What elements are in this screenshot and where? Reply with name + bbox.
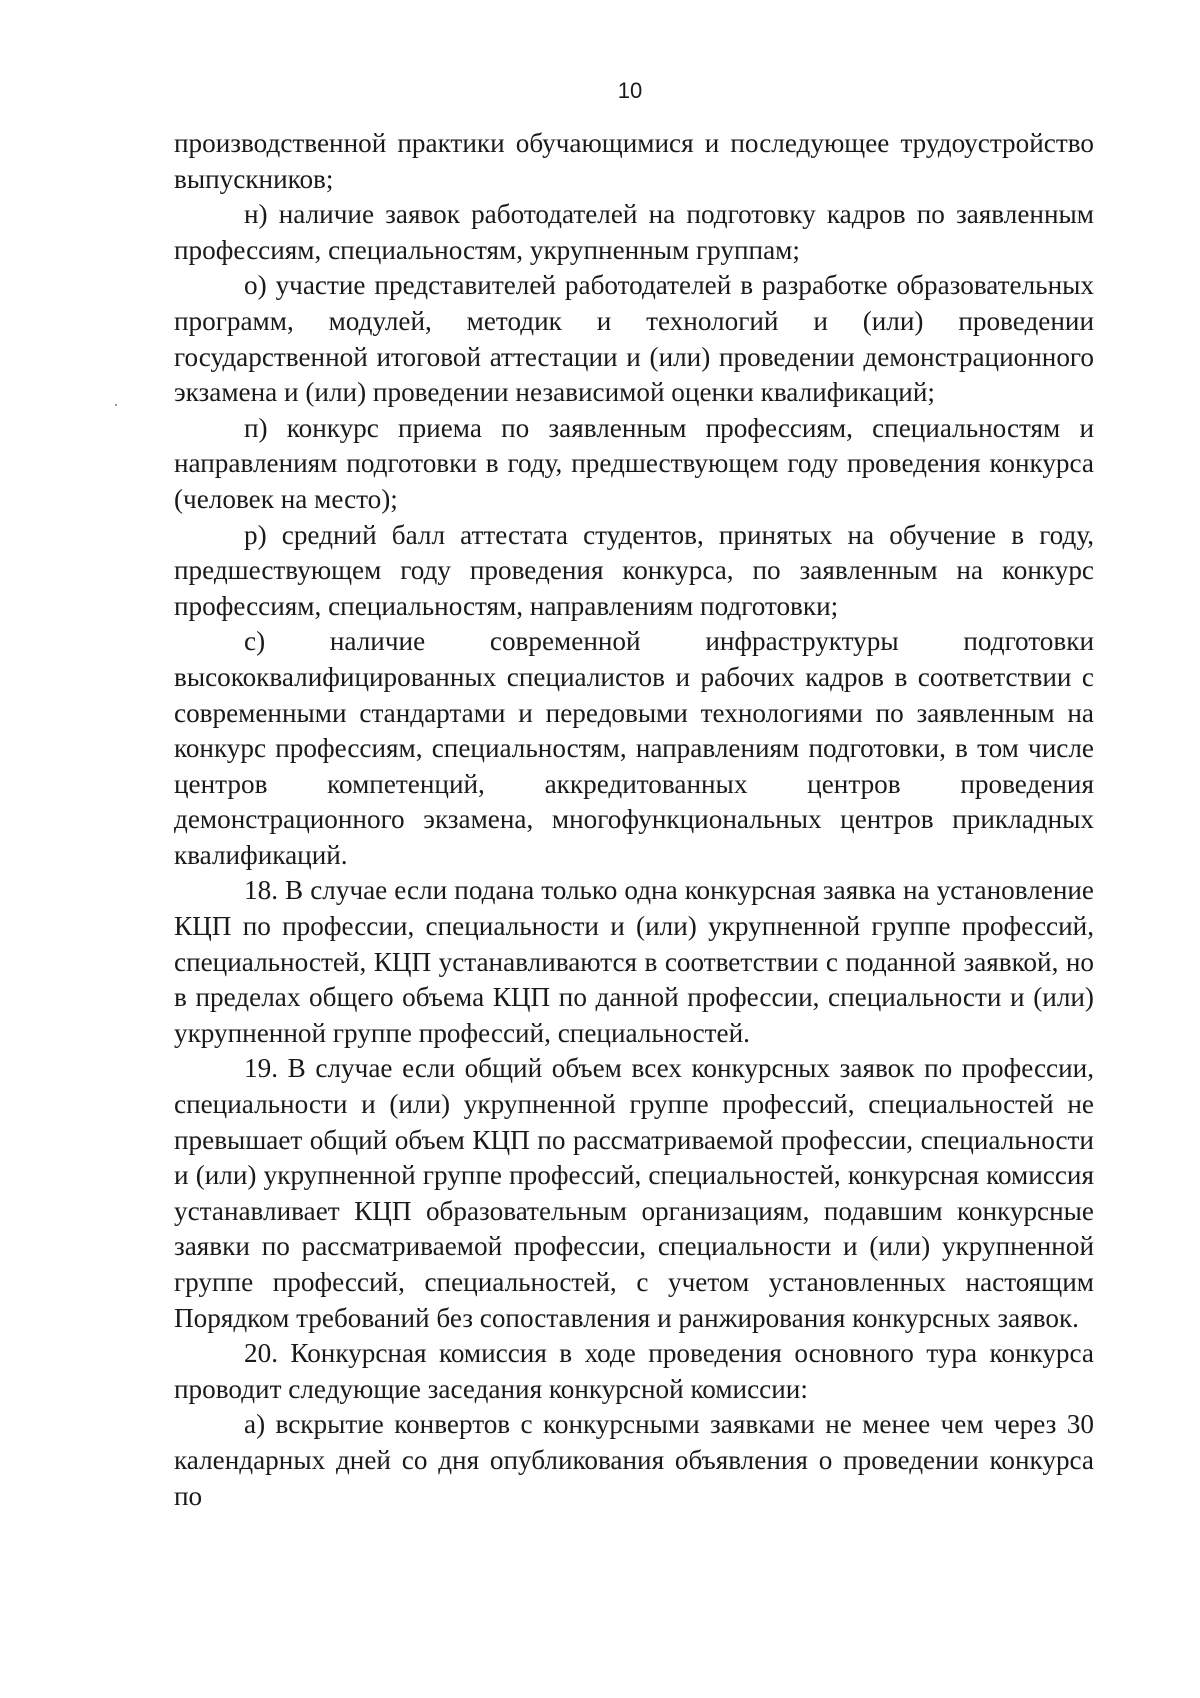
paragraph-continuation: производственной практики обучающимися и последующее трудоустройство выпускников; — [174, 128, 1094, 194]
paragraph-item-o: о) участие представителей работодателей в разработке образовательных программ, модулей, методик и технологий и (или) проведении государственной итоговой аттестации и (или) проведении демонстрационного экзамена и (или) проведении независимой оценки квалификаций; — [174, 270, 1094, 408]
paragraph-clause-20: 20. Конкурсная комиссия в ходе проведения основного тура конкурса проводит следующие заседания конкурсной комиссии: — [174, 1338, 1094, 1404]
paragraph-clause-18: 18. В случае если подана только одна конкурсная заявка на установление КЦП по профессии, специальности и (или) укрупненной группе профессий, специальностей, КЦП устанавливаются в соответствии с поданной заявкой, но в пределах общего объема КЦП по данной профессии, специальности и (или) укрупненной группе профессий, специальностей. — [174, 875, 1094, 1048]
paragraph-item-r: р) средний балл аттестата студентов, принятых на обучение в году, предшествующем году проведения конкурса, по заявленным на конкурс профессиям, специальностям, направлениям подготовки; — [174, 519, 1094, 621]
paragraph-clause-19: 19. В случае если общий объем всех конкурсных заявок по профессии, специальности и (или) укрупненной группе профессий, специальностей не превышает общий объем КЦП по рассматриваемой профессии, специальности и (или) укрупненной группе профессий, специальностей, конкурсная комиссия устанавливает КЦП образовательным организациям, подавшим конкурсные заявки по рассматриваемой профессии, специальности и (или) укрупненной группе профессий, специальностей, с учетом установленных настоящим Порядком требований без сопоставления и ранжирования конкурсных заявок. — [174, 1053, 1094, 1333]
paragraph-item-p: п) конкурс приема по заявленным профессиям, специальностям и направлениям подготовки в году, предшествующем году проведения конкурса (человек на место); — [174, 412, 1094, 514]
page-number: 10 — [617, 78, 643, 103]
margin-mark — [115, 404, 117, 406]
paragraph-item-a: а) вскрытие конвертов с конкурсными заявками не менее чем через 30 календарных дней со дня опубликования объявления о проведении конкурса по — [174, 1409, 1094, 1511]
paragraph-item-s: с) наличие современной инфраструктуры подготовки высококвалифицированных специалистов и рабочих кадров в соответствии с современными стандартами и передовыми технологиями по заявленным на конкурс профессиям, специальностям, направлениям подготовки, в том числе центров компетенций, аккредитованных центров проведения демонстрационного экзамена, многофункциональных центров прикладных квалификаций. — [174, 626, 1094, 870]
paragraph-item-n: н) наличие заявок работодателей на подготовку кадров по заявленным профессиям, специальностям, укрупненным группам; — [174, 199, 1094, 265]
document-body — [174, 126, 1094, 1514]
